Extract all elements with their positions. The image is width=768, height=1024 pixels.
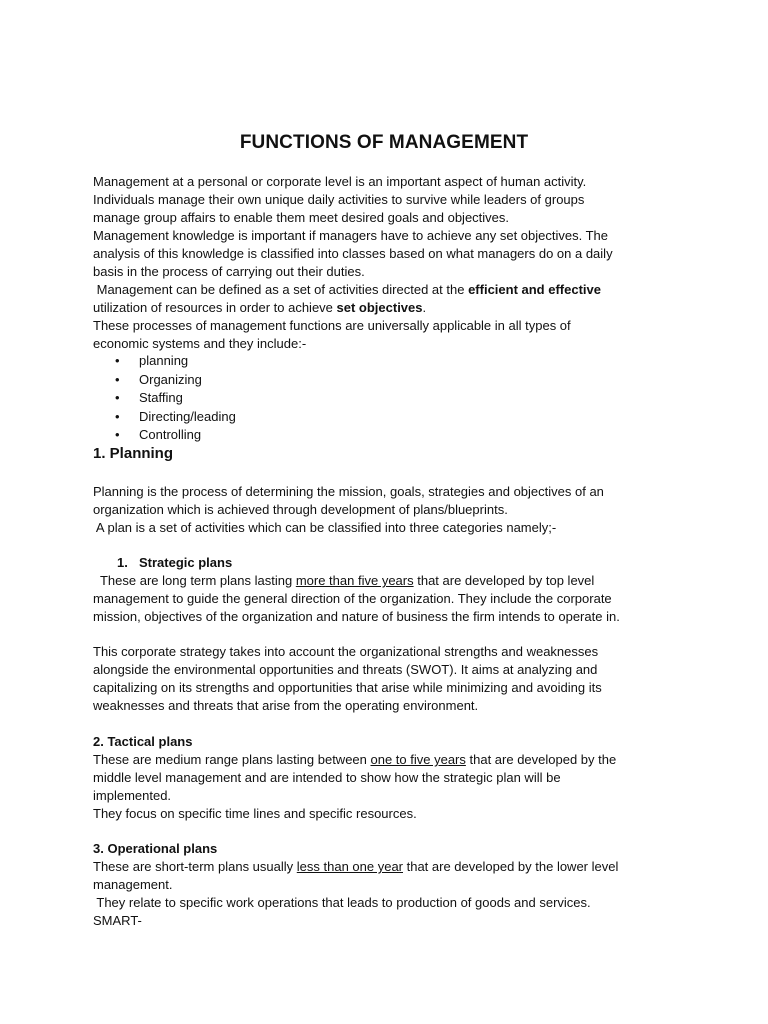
strategic-line: management to guide the general direction of the organization. They include the corporate bbox=[93, 591, 612, 606]
planning-line: A plan is a set of activities which can be classified into three categories namely;- bbox=[93, 520, 557, 535]
operational-underlined: less than one year bbox=[296, 859, 403, 874]
list-item bbox=[115, 408, 236, 426]
strategy-para-line: This corporate strategy takes into account the organizational strengths and weaknesses bbox=[93, 644, 599, 659]
planning-line: Planning is the process of determining the mission, goals, strategies and objectives of an bbox=[93, 484, 604, 499]
strategy-para-line: alongside the environmental opportunities and threats (SWOT). It aims at analyzing and bbox=[93, 662, 598, 677]
tactical-line: middle level management and are intended to show how the strategic plan will be bbox=[93, 770, 561, 785]
subheading-operational: 3. Operational plans bbox=[93, 841, 218, 856]
bullet-icon: • bbox=[115, 372, 120, 387]
processes-line: economic systems and they include:- bbox=[93, 336, 307, 351]
subheading-tactical: 2. Tactical plans bbox=[93, 734, 193, 749]
bullet-icon: • bbox=[115, 390, 120, 405]
planning-line: organization which is achieved through development of plans/blueprints. bbox=[93, 502, 508, 517]
subheading-strategic bbox=[117, 554, 232, 572]
list-item-label: planning bbox=[139, 353, 189, 368]
intro-line: Management knowledge is important if managers have to achieve any set objectives. The bbox=[93, 228, 608, 243]
operational-line: SMART- bbox=[93, 913, 142, 928]
strategy-para-line: weaknesses and threats that arise from the operating environment. bbox=[93, 698, 479, 713]
intro-line: basis in the process of carrying out their duties. bbox=[93, 264, 365, 279]
definition-line-2 bbox=[93, 299, 426, 317]
tactical-line: implemented. bbox=[93, 788, 172, 803]
operational-text: that are developed by the lower level bbox=[403, 859, 619, 874]
list-item bbox=[115, 371, 202, 389]
processes-line: These processes of management functions are universally applicable in all types of bbox=[93, 318, 571, 333]
intro-line: Individuals manage their own unique daily activities to survive while leaders of groups bbox=[93, 192, 585, 207]
list-item-label: Staffing bbox=[139, 390, 183, 405]
bullet-icon: • bbox=[115, 427, 120, 442]
strategic-text: that are developed by top level bbox=[413, 573, 595, 588]
list-number: 1. bbox=[117, 555, 128, 570]
intro-line: analysis of this knowledge is classified into classes based on what managers do on a daily bbox=[93, 246, 613, 261]
intro-line: Management at a personal or corporate level is an important aspect of human activity. bbox=[93, 174, 587, 189]
definition-emphasis: set objectives bbox=[336, 300, 423, 315]
list-item bbox=[115, 352, 188, 370]
definition-emphasis: efficient and effective bbox=[468, 282, 601, 297]
operational-text: These are short-term plans usually bbox=[93, 859, 297, 874]
strategic-text: These are long term plans lasting bbox=[93, 573, 296, 588]
definition-line-1 bbox=[93, 281, 601, 299]
tactical-line-1 bbox=[93, 751, 616, 769]
subheading-label: Strategic plans bbox=[139, 555, 233, 570]
strategic-line: mission, objectives of the organization and nature of business the firm intends to operate in. bbox=[93, 609, 620, 624]
bullet-icon: • bbox=[115, 409, 120, 424]
list-item-label: Directing/leading bbox=[139, 409, 236, 424]
intro-line: manage group affairs to enable them meet desired goals and objectives. bbox=[93, 210, 510, 225]
bullet-icon: • bbox=[115, 353, 120, 368]
strategic-line-1 bbox=[93, 572, 594, 590]
operational-line: They relate to specific work operations that leads to production of goods and services. bbox=[93, 895, 591, 910]
definition-text: Management can be defined as a set of activities directed at the bbox=[93, 282, 469, 297]
tactical-text: that are developed by the bbox=[465, 752, 617, 767]
operational-line-1 bbox=[93, 858, 618, 876]
definition-text: utilization of resources in order to achieve bbox=[93, 300, 337, 315]
tactical-line: They focus on specific time lines and specific resources. bbox=[93, 806, 417, 821]
list-item-label: Organizing bbox=[139, 372, 202, 387]
section-heading-planning: 1. Planning bbox=[93, 445, 174, 462]
list-item bbox=[115, 426, 201, 444]
page-title: FUNCTIONS OF MANAGEMENT bbox=[239, 132, 529, 153]
tactical-underlined: one to five years bbox=[370, 752, 466, 767]
list-item-label: Controlling bbox=[139, 427, 202, 442]
strategic-underlined: more than five years bbox=[295, 573, 414, 588]
definition-text: . bbox=[422, 300, 427, 315]
list-item bbox=[115, 389, 183, 407]
strategy-para-line: capitalizing on its strengths and opportunities that arise while minimizing and avoiding its bbox=[93, 680, 602, 695]
operational-line: management. bbox=[93, 877, 173, 892]
tactical-text: These are medium range plans lasting between bbox=[93, 752, 371, 767]
